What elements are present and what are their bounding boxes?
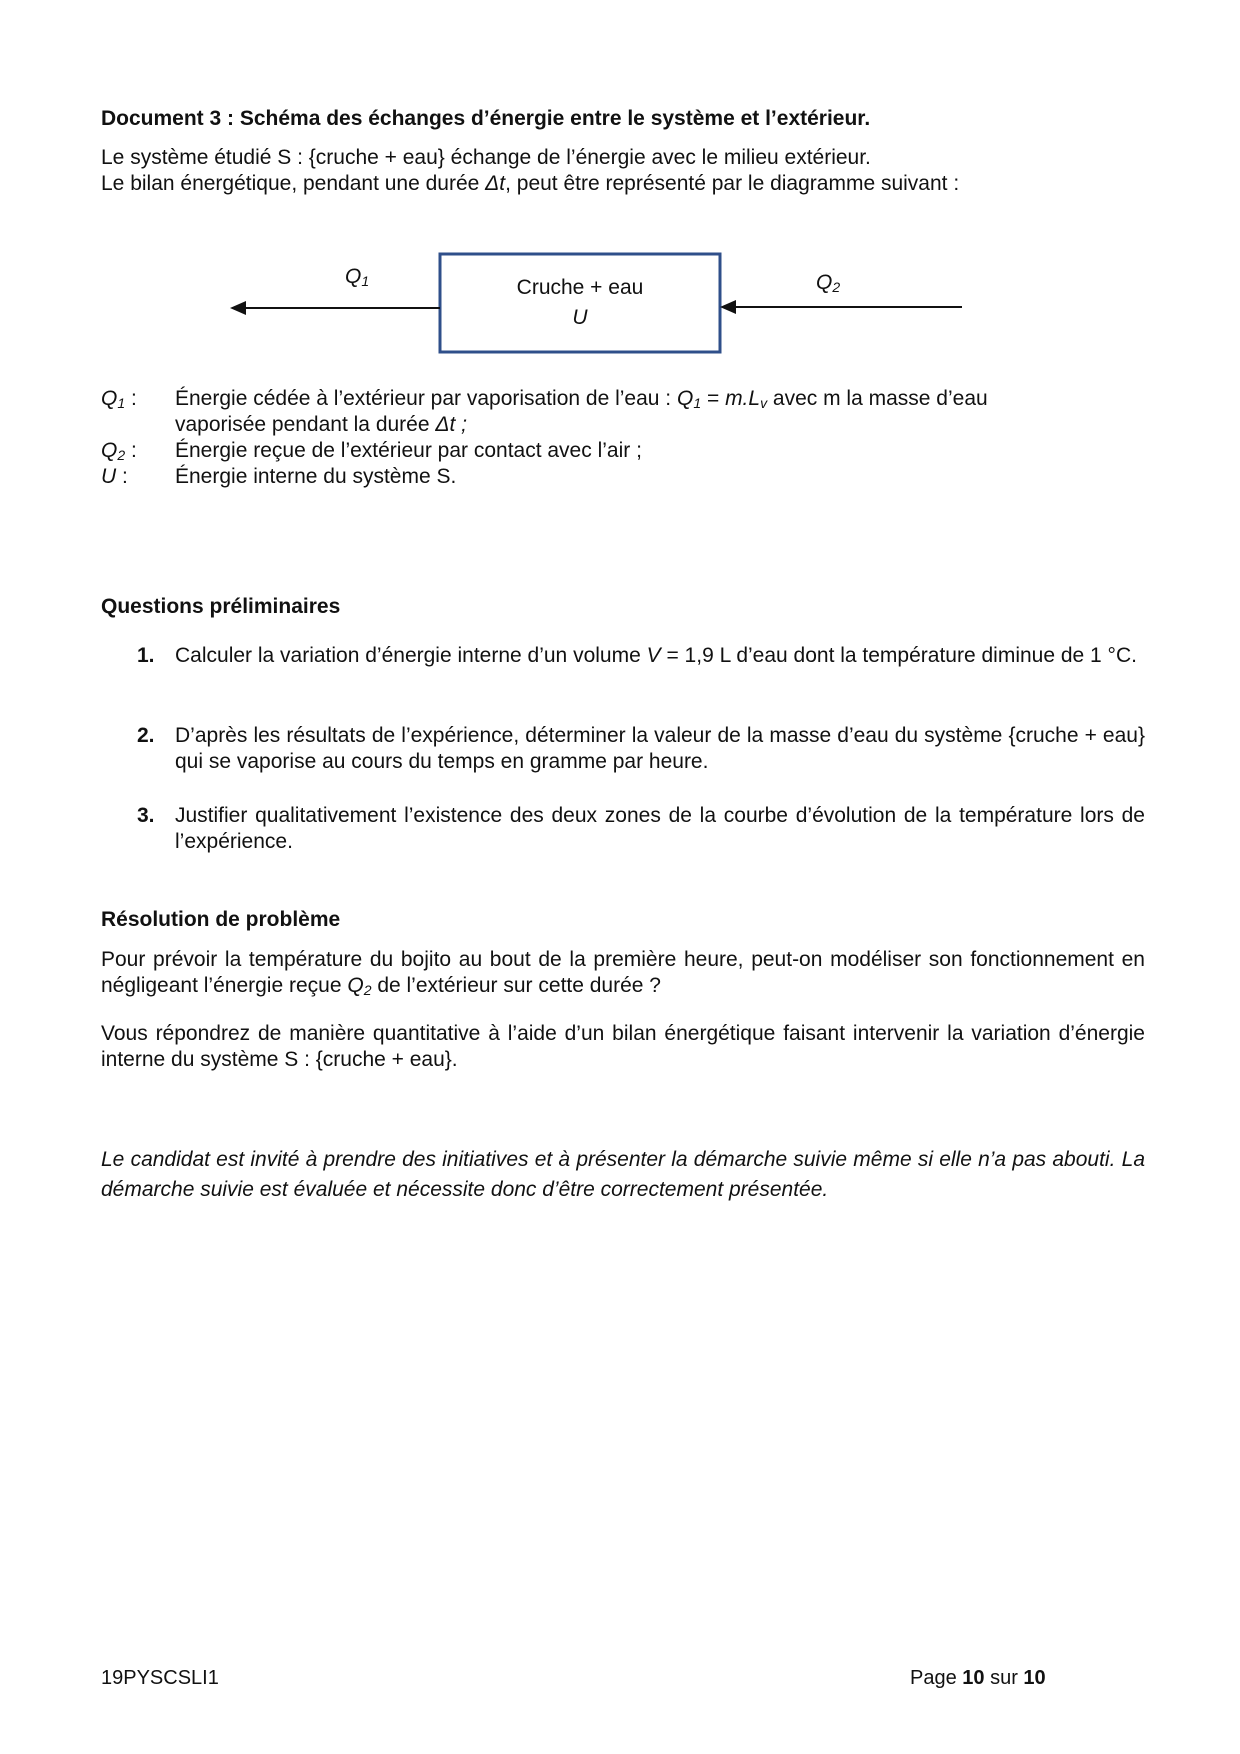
q1-diagram-label: $Q_1$ xyxy=(345,265,370,289)
footer-code: 19PYSCSLI1 xyxy=(101,1667,219,1689)
preliminary-heading: Questions préliminaires xyxy=(101,595,341,618)
candidate-note: Le candidat est invité à prendre des initiatives et à présenter la démarche suivie même si elle n’a pas abouti. La démarche suivie est évaluée et nécessite donc d’être correctement présentée. xyxy=(101,1148,1145,1201)
q2-arrow-head xyxy=(720,300,736,314)
def-u-key: U : xyxy=(101,465,128,488)
system-box-label: Cruche + eau xyxy=(516,276,644,299)
question-2-text: D’après les résultats de l’expérience, déterminer la valeur de la masse d’eau du système {cruche + eau} qui se vaporise au cours du temps en gramme par heure. xyxy=(175,724,1145,773)
def-q2-text: Énergie reçue de l’extérieur par contact avec l’air ; xyxy=(175,439,642,462)
question-3-number: 3. xyxy=(137,804,155,827)
q1-arrow-head xyxy=(230,301,246,315)
energy-diagram xyxy=(0,0,1240,400)
page-title: Document 3 : Schéma des échanges d’énergie entre le système et l’extérieur. xyxy=(101,107,871,130)
def-u-text: Énergie interne du système S. xyxy=(175,465,457,488)
question-3-text: Justifier qualitativement l’existence des deux zones de la courbe d’évolution de la température lors de l’expérience. xyxy=(175,804,1145,853)
intro-line-2: Le bilan énergétique, pendant une durée Δt, peut être représenté par le diagramme suivant : xyxy=(101,172,960,195)
problem-heading: Résolution de problème xyxy=(101,908,341,931)
problem-paragraph-2: Vous répondrez de manière quantitative à l’aide d’un bilan énergétique faisant intervenir la variation d’énergie interne du système S : {cruche + eau}. xyxy=(101,1022,1145,1071)
question-2-number: 2. xyxy=(137,724,155,747)
q2-diagram-label: $Q_2$ xyxy=(816,271,841,295)
def-q2-key: $Q_2$ : xyxy=(101,439,137,463)
footer-page-number: Page 10 sur 10 xyxy=(910,1667,1046,1689)
intro-line-1: Le système étudié S : {cruche + eau} échange de l’énergie avec le milieu extérieur. xyxy=(101,146,871,169)
system-box xyxy=(440,254,720,352)
question-1-number: 1. xyxy=(137,644,155,667)
system-box-energy: U xyxy=(572,306,588,329)
def-q1-key: $Q_1$ : xyxy=(101,387,137,411)
def-q1-text: Énergie cédée à l’extérieur par vaporisation de l’eau : $Q_1 = m.L_v$ avec m la masse d’eau vaporisée pendant la durée Δt ; xyxy=(175,387,988,436)
problem-paragraph-1: Pour prévoir la température du bojito au bout de la première heure, peut-on modéliser son fonctionnement en négligeant l’énergie reçue $Q_2$ de l’extérieur sur cette durée ? xyxy=(101,948,1145,998)
question-1-text: Calculer la variation d’énergie interne d’un volume V = 1,9 L d’eau dont la température diminue de 1 °C. xyxy=(175,644,1137,667)
